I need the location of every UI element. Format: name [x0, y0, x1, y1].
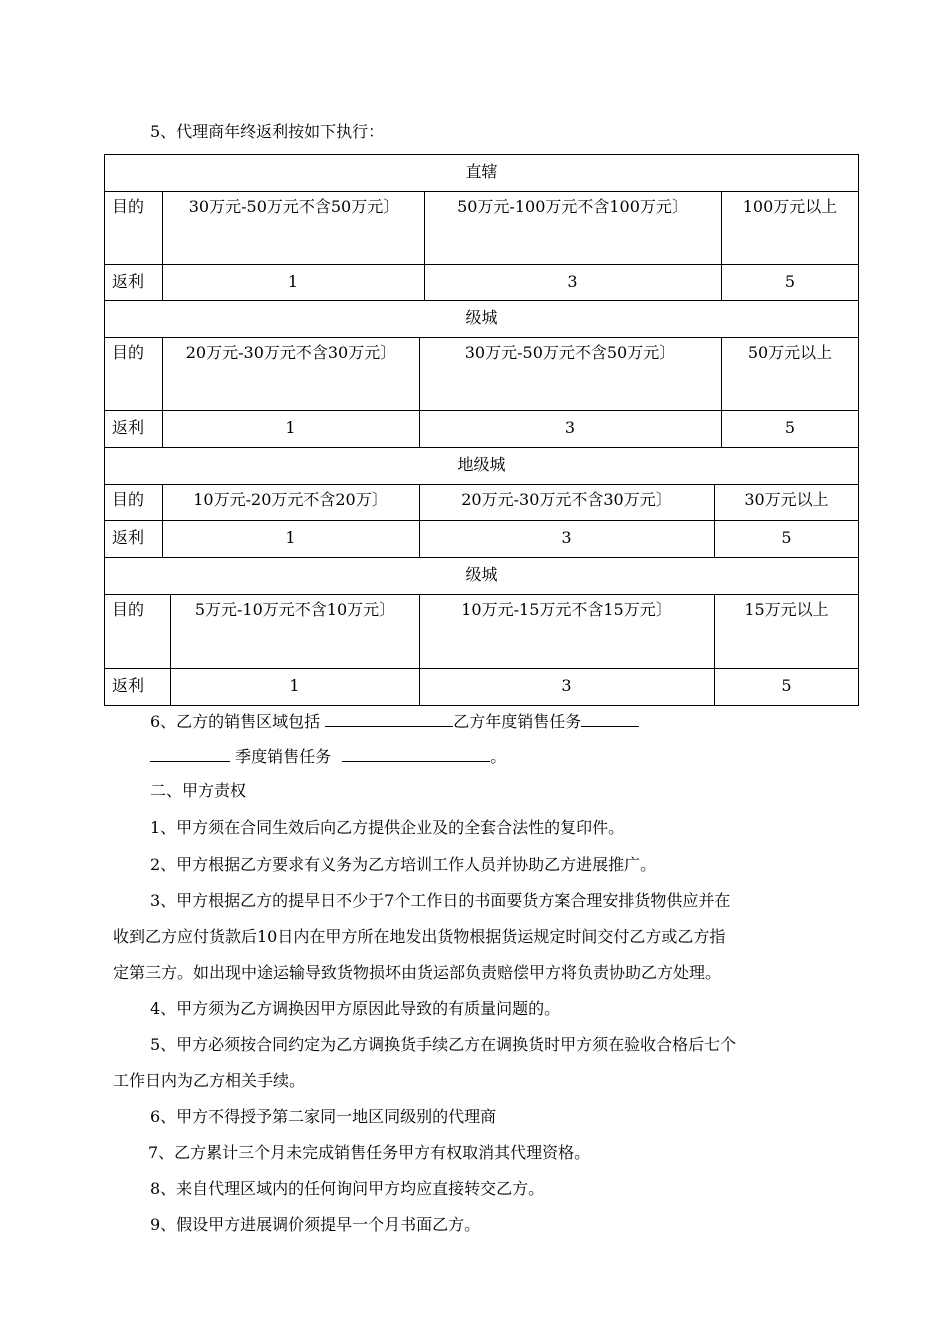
sales-region-paragraph	[150, 710, 639, 732]
rebate-label: 返利	[112, 528, 145, 547]
section-title-1: 直辖	[465, 162, 498, 181]
target-cell: 10万元-15万元不含15万元〕	[461, 600, 672, 619]
list-item: 9、假设甲方进展调价须提早一个月书面乙方。	[150, 1215, 481, 1234]
list-item: 5、甲方必须按合同约定为乙方调换货手续乙方在调换货时甲方须在验收合格后七个	[150, 1035, 737, 1054]
annual-task-label: 乙方年度销售任务	[453, 712, 582, 731]
rebate-cell: 5	[781, 528, 792, 547]
target-cell: 30万元以上	[744, 490, 829, 509]
rebate-cell: 1	[285, 528, 296, 547]
rebate-cell: 5	[781, 676, 792, 695]
list-item: 1、甲方须在合同生效后向乙方提供企业及的全套合法性的复印件。	[150, 818, 625, 837]
target-cell: 50万元-100万元不含100万元〕	[457, 197, 688, 216]
rebate-cell: 3	[561, 676, 572, 695]
target-cell: 15万元以上	[744, 600, 829, 619]
section-title-4: 级城	[465, 565, 498, 584]
rebate-table	[104, 154, 859, 706]
rebate-cell: 3	[564, 418, 576, 437]
target-cell: 20万元-30万元不含30万元〕	[461, 490, 672, 509]
quarter-task-line	[150, 745, 506, 767]
rebate-intro: 5、代理商年终返利按如下执行：	[150, 122, 385, 141]
target-cell: 5万元-10万元不含10万元〕	[194, 600, 396, 619]
target-cell: 20万元-30万元不含30万元〕	[185, 343, 397, 362]
rebate-label: 返利	[112, 418, 145, 437]
list-item: 4、甲方须为乙方调换因甲方原因此导致的有质量问题的。	[150, 999, 561, 1018]
rebate-cell: 1	[285, 418, 296, 437]
target-cell: 100万元以上	[742, 197, 838, 216]
rebate-label: 返利	[112, 272, 145, 291]
rebate-label: 返利	[112, 676, 145, 695]
section-heading-party-a: 二、甲方责权	[150, 781, 247, 800]
sales-region-blank[interactable]	[325, 710, 453, 727]
list-item: 8、来自代理区域内的任何询问甲方均应直接转交乙方。	[150, 1179, 545, 1198]
quarter-task-blank[interactable]	[342, 745, 490, 762]
list-item-cont: 工作日内为乙方相关手续。	[113, 1071, 306, 1090]
list-item: 7、乙方累计三个月未完成销售任务甲方有权取消其代理资格。	[148, 1143, 591, 1162]
rebate-cell: 3	[561, 528, 572, 547]
target-label: 目的	[112, 600, 145, 619]
rebate-cell: 1	[287, 272, 299, 291]
target-cell: 30万元-50万元不含50万元〕	[464, 343, 676, 362]
list-item: 6、甲方不得授予第二家同一地区同级别的代理商	[150, 1107, 497, 1126]
quarter-task-label: 季度销售任务	[235, 747, 332, 766]
target-label: 目的	[112, 490, 145, 509]
rebate-cell: 1	[289, 676, 300, 695]
list-item-cont: 收到乙方应付货款后10日内在甲方所在地发出货物根据货运规定时间交付乙方或乙方指	[113, 927, 726, 946]
target-label: 目的	[112, 343, 145, 362]
section-title-2: 级城	[465, 308, 498, 327]
list-item: 2、甲方根据乙方要求有义务为乙方培训工作人员并协助乙方进展推广。	[150, 855, 657, 874]
sales-region-prefix: 6、乙方的销售区域包括	[150, 712, 321, 731]
quarter-task-end: 。	[490, 747, 507, 766]
section-title-3: 地级城	[457, 455, 506, 474]
annual-task-blank-cont[interactable]	[150, 745, 230, 762]
target-cell: 50万元以上	[747, 343, 833, 362]
target-cell: 30万元-50万元不含50万元〕	[188, 197, 400, 216]
list-item: 3、甲方根据乙方的提早日不少于7个工作日的书面要货方案合理安排货物供应并在	[150, 891, 731, 910]
rebate-cell: 5	[784, 418, 796, 437]
rebate-cell: 5	[784, 272, 796, 291]
target-label: 目的	[112, 197, 145, 216]
rebate-cell: 3	[567, 272, 578, 291]
target-cell: 10万元-20万元不含20万〕	[193, 490, 388, 509]
annual-task-blank[interactable]	[581, 710, 639, 727]
list-item-cont: 定第三方。如出现中途运输导致货物损坏由货运部负责赔偿甲方将负责协助乙方处理。	[113, 963, 722, 982]
